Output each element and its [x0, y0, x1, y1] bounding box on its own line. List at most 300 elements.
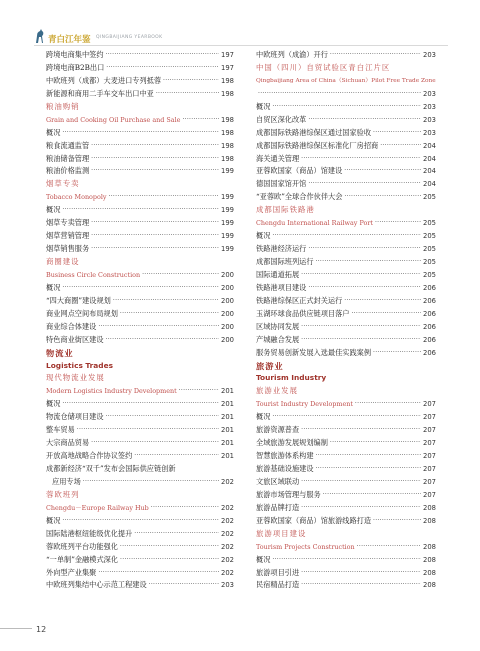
dot-leader — [142, 269, 219, 282]
entry-title: Chengdu International Railway Port — [256, 219, 373, 228]
entry-title: 概况 — [256, 554, 271, 564]
toc-entry[interactable] — [256, 437, 436, 450]
toc-entry[interactable] — [46, 204, 234, 217]
dot-leader — [134, 450, 219, 463]
entry-title: “一单制”金融模式深化 — [46, 554, 119, 564]
entry-title: 中欧班列（成都）大麦进口专列抵蓉 — [46, 75, 162, 85]
page-ref: 207 — [423, 400, 436, 409]
toc-entry[interactable] — [46, 579, 234, 592]
dot-leader — [330, 49, 421, 62]
dot-leader — [308, 282, 421, 295]
page-ref: 205 — [423, 193, 436, 202]
toc-entry[interactable] — [46, 308, 234, 321]
entry-title: 跨境电商集中签约 — [46, 50, 104, 59]
toc-section-entry[interactable] — [46, 191, 234, 204]
dot-leader — [120, 554, 219, 567]
entry-title: 旅游项目引进 — [256, 567, 300, 577]
toc-entry[interactable] — [256, 153, 436, 166]
header-divider — [34, 45, 448, 46]
page-ref: 199 — [221, 167, 234, 176]
page-ref: 199 — [221, 219, 234, 228]
page-ref: 198 — [221, 141, 234, 150]
chapter-heading: 物流业 — [46, 347, 74, 358]
toc-entry[interactable] — [256, 114, 436, 127]
section-heading: 旅游项目建设 — [256, 528, 307, 538]
dot-leader — [301, 321, 421, 334]
dot-leader — [316, 463, 422, 476]
page-ref: 202 — [221, 503, 234, 512]
page-ref: 204 — [423, 180, 436, 189]
page-ref: 197 — [221, 63, 234, 72]
entry-title: 烟草销售服务 — [46, 244, 90, 254]
toc-entry[interactable] — [46, 230, 234, 243]
entry-title: 国际通道拓展 — [256, 269, 300, 279]
page-ref: 208 — [423, 542, 436, 551]
page-ref: 207 — [423, 452, 436, 461]
entry-title: 蓉欧班列平台功能强化 — [46, 541, 118, 551]
page-ref: 206 — [423, 322, 436, 331]
entry-title: 新能源和商用二手车交车出口中亚 — [46, 88, 154, 98]
page-ref: 198 — [221, 89, 234, 98]
toc-entry[interactable] — [256, 567, 436, 580]
dot-leader — [62, 515, 219, 528]
entry-title: Modern Logistics Industry Development — [46, 387, 177, 396]
toc-entry[interactable] — [256, 165, 436, 178]
page-ref: 199 — [221, 206, 234, 215]
page-ref: 203 — [423, 102, 436, 111]
entry-title: 亚蓉欧国家（商品）馆建设 — [256, 166, 343, 176]
toc-entry-line[interactable] — [46, 463, 234, 476]
page-ref: 203 — [221, 581, 234, 590]
toc-entry[interactable] — [46, 554, 234, 567]
toc-entry[interactable] — [46, 127, 234, 140]
entry-title: 铁路港综保区正式封关运行 — [256, 295, 343, 305]
toc-entry[interactable] — [46, 450, 234, 463]
toc-entry[interactable] — [46, 567, 234, 580]
entry-title: 概况 — [46, 515, 61, 525]
entry-title: 特色商业街区建设 — [46, 334, 104, 344]
chapter-heading-en: Logistics Trades — [46, 360, 113, 370]
dot-leader — [373, 127, 421, 140]
dot-leader — [272, 230, 421, 243]
section-heading: 成都国际铁路港 — [256, 205, 315, 215]
page-number: 12 — [36, 625, 47, 634]
toc-left-column — [46, 49, 234, 592]
page-ref: 205 — [423, 245, 436, 254]
section-heading: 商圈建设 — [46, 257, 80, 266]
chapter-heading: 旅游业 — [256, 360, 284, 371]
toc-section-entry[interactable] — [256, 541, 436, 554]
toc-entry[interactable] — [256, 49, 436, 62]
page-ref: 202 — [221, 529, 234, 538]
dot-leader — [373, 515, 421, 528]
entry-title: 文旅区域联动 — [256, 476, 300, 486]
dot-leader — [308, 243, 421, 256]
entry-title: 烟草营销管理 — [46, 231, 90, 241]
toc-entry[interactable] — [256, 450, 436, 463]
toc-entry[interactable] — [46, 243, 234, 256]
entry-title: 粮油价格监测 — [46, 166, 90, 176]
toc-entry[interactable] — [46, 398, 234, 411]
dot-leader — [301, 502, 421, 515]
page-ref: 206 — [423, 335, 436, 344]
page-ref: 204 — [423, 167, 436, 176]
toc-entry[interactable] — [256, 463, 436, 476]
dot-leader — [98, 567, 219, 580]
page-ref: 203 — [423, 89, 436, 98]
toc-entry[interactable] — [256, 334, 436, 347]
page-ref: 200 — [221, 309, 234, 318]
page-ref: 202 — [221, 555, 234, 564]
toc-section-entry[interactable] — [46, 502, 234, 515]
page-ref: 202 — [221, 542, 234, 551]
dot-leader — [316, 256, 422, 269]
dot-leader — [98, 321, 219, 334]
dot-leader — [344, 165, 421, 178]
toc-entry[interactable] — [256, 489, 436, 502]
dot-leader — [113, 295, 219, 308]
page-ref: 208 — [423, 555, 436, 564]
entry-title: 商业综合体建设 — [46, 321, 97, 331]
toc-entry[interactable] — [46, 153, 234, 166]
page-ref: 208 — [423, 516, 436, 525]
toc-entry[interactable] — [256, 579, 436, 592]
dot-leader — [301, 476, 421, 489]
page-ref: 202 — [221, 568, 234, 577]
entry-title: 大宗商品贸易 — [46, 438, 90, 448]
dot-leader — [272, 101, 421, 114]
toc-entry[interactable] — [46, 282, 234, 295]
entry-title: 粮油储备管理 — [46, 153, 90, 163]
page-ref: 201 — [221, 413, 234, 422]
dot-leader — [330, 437, 421, 450]
entry-title: 成都国际班列运行 — [256, 257, 314, 266]
toc-entry[interactable] — [46, 165, 234, 178]
toc-entry[interactable] — [256, 411, 436, 424]
toc-entry[interactable] — [256, 502, 436, 515]
page-ref: 207 — [423, 465, 436, 473]
entry-title: 概况 — [46, 127, 61, 137]
dot-leader — [151, 502, 219, 515]
dot-leader — [91, 165, 219, 178]
page-ref: 205 — [423, 270, 436, 279]
entry-title: 玉湖环球食品供应链项目落户 — [256, 308, 350, 318]
page-ref: 208 — [423, 581, 436, 590]
entry-title: 概况 — [256, 412, 271, 422]
entry-title: 成都新经济“双千”发布会国际供应链创新 — [46, 464, 176, 473]
page-ref: 207 — [423, 490, 436, 499]
entry-title: 外向型产业集聚 — [46, 567, 97, 577]
page-ref: 208 — [423, 568, 436, 577]
entry-title: 德国国家馆开馆 — [256, 179, 307, 189]
dot-leader — [62, 204, 219, 217]
section-heading-en: Qingbaijiang Area of China（Sichuan）Pilot Free Trade Zone — [256, 77, 436, 84]
page-ref: 201 — [221, 387, 234, 396]
page-ref: 203 — [423, 128, 436, 137]
entry-title: 旅游资源普查 — [256, 425, 300, 435]
entry-title: “四大商圈”建设规划 — [46, 295, 111, 305]
page-ref: 205 — [423, 219, 436, 228]
entry-title: 物流仓储项目建设 — [46, 412, 104, 422]
entry-title: Tobacco Monopoly — [46, 193, 107, 202]
toc-entry[interactable] — [46, 75, 234, 88]
entry-title: 商业网点空间布局规划 — [46, 308, 118, 318]
dot-leader — [301, 424, 421, 437]
dot-leader — [62, 282, 219, 295]
entry-title: 自贸区深化改革 — [256, 114, 307, 124]
toc-entry[interactable] — [46, 541, 234, 554]
dot-leader — [106, 62, 219, 75]
toc-entry[interactable] — [256, 178, 436, 191]
section-heading: 中国（四川）自贸试验区青白江片区 — [256, 62, 391, 72]
entry-title: 区域协同发展 — [256, 321, 300, 331]
dot-leader — [316, 450, 422, 463]
page-ref: 200 — [221, 322, 234, 331]
toc-entry[interactable] — [46, 295, 234, 308]
page-ref: 200 — [221, 283, 234, 292]
toc-section-entry[interactable] — [46, 269, 234, 282]
dot-leader — [91, 243, 219, 256]
toc-section-entry[interactable] — [256, 217, 436, 230]
toc-entry[interactable] — [46, 321, 234, 334]
toc-entry[interactable] — [256, 308, 436, 321]
dot-leader — [156, 88, 219, 101]
dot-leader — [62, 127, 219, 140]
dot-leader — [357, 541, 421, 554]
toc-entry[interactable] — [256, 347, 436, 360]
section-heading: 现代物流业发展 — [46, 373, 105, 383]
page-ref: 207 — [423, 413, 436, 422]
dot-leader — [373, 347, 421, 360]
page-header — [0, 0, 480, 46]
entry-title: 亚蓉欧国家（商品）馆旅游线路打造 — [256, 515, 372, 525]
dot-leader — [258, 88, 421, 101]
entry-title: 旅游基础设施建设 — [256, 464, 314, 473]
entry-title: 应用专场 — [52, 476, 81, 486]
toc-entry[interactable] — [256, 140, 436, 153]
page-ref: 207 — [423, 439, 436, 448]
entry-title: Chengdu－Europe Railway Hub — [46, 503, 149, 512]
dot-leader — [355, 398, 421, 411]
dot-leader — [323, 489, 421, 502]
dot-leader — [83, 476, 219, 489]
entry-title: 成都国际铁路港综保区标准化厂房招商 — [256, 140, 379, 150]
dot-leader — [272, 411, 421, 424]
toc-entry[interactable] — [256, 282, 436, 295]
page-ref: 200 — [221, 296, 234, 305]
dot-leader — [163, 75, 219, 88]
toc-entry[interactable] — [46, 217, 234, 230]
section-heading: 粮油购销 — [46, 101, 80, 111]
dot-leader — [344, 191, 421, 204]
dot-leader — [120, 541, 219, 554]
page-ref: 198 — [221, 128, 234, 137]
entry-title: 概况 — [46, 282, 61, 292]
chapter-heading-en: Tourism Industry — [256, 373, 327, 383]
dot-leader — [109, 191, 220, 204]
entry-title: “亚蓉欧”全球合作伙伴大会 — [256, 192, 343, 202]
page-ref: 201 — [221, 452, 234, 461]
page-ref: 206 — [423, 348, 436, 357]
entry-title: 旅游品牌打造 — [256, 502, 300, 512]
dot-leader — [301, 153, 421, 166]
entry-title: 中欧班列（成渝）开行 — [256, 50, 328, 59]
page-ref: 198 — [221, 76, 234, 85]
entry-title: 铁路港项目建设 — [256, 282, 307, 292]
dot-leader — [106, 49, 220, 62]
toc-entry[interactable] — [256, 256, 436, 269]
dot-leader — [308, 178, 421, 191]
dot-leader — [301, 579, 421, 592]
entry-title: 成都国际铁路港综保区通过国家验收 — [256, 127, 372, 137]
entry-title: 国际陆港枢纽能级优化提升 — [46, 528, 133, 538]
dot-leader — [179, 385, 219, 398]
toc-entry[interactable] — [256, 321, 436, 334]
dot-leader — [120, 308, 219, 321]
dot-leader — [351, 308, 421, 321]
toc-section-entry[interactable] — [46, 385, 234, 398]
toc-entry[interactable] — [256, 269, 436, 282]
entry-title: 开放高地战略合作协议签约 — [46, 451, 133, 461]
page-ref: 205 — [423, 232, 436, 241]
page-ref: 198 — [221, 115, 234, 124]
toc-entry[interactable] — [46, 88, 234, 101]
toc-entry[interactable] — [256, 230, 436, 243]
section-heading: 烟草专卖 — [46, 179, 80, 189]
dot-leader — [77, 424, 219, 437]
section-heading: 旅游业发展 — [256, 386, 298, 396]
footer-divider — [0, 628, 32, 629]
toc-entry[interactable] — [46, 334, 234, 347]
toc-entry[interactable] — [46, 528, 234, 541]
page-ref: 197 — [221, 51, 234, 59]
toc-entry[interactable] — [256, 243, 436, 256]
section-heading: 蓉欧班列 — [46, 489, 80, 499]
entry-title: 服务贸易创新发展入选最佳实践案例 — [256, 347, 372, 357]
entry-title: Tourism Projects Construction — [256, 542, 355, 551]
dot-leader — [91, 230, 219, 243]
horse-logo-icon — [34, 28, 46, 44]
toc-entry[interactable] — [256, 515, 436, 528]
entry-title: 粮食流通监管 — [46, 140, 90, 150]
toc-entry[interactable] — [46, 140, 234, 153]
page-ref: 203 — [423, 51, 436, 59]
page-ref: 207 — [423, 477, 436, 486]
dot-leader — [272, 554, 421, 567]
entry-title: 概况 — [46, 399, 61, 409]
page-ref: 205 — [423, 258, 436, 266]
entry-title: 全域旅游发展规划编制 — [256, 438, 328, 448]
toc-entry[interactable] — [46, 437, 234, 450]
dot-leader — [301, 567, 421, 580]
page-ref: 200 — [221, 335, 234, 344]
page-ref: 201 — [221, 400, 234, 409]
dot-leader — [91, 153, 219, 166]
dot-leader — [149, 579, 219, 592]
toc-entry[interactable] — [256, 424, 436, 437]
entry-title: 产城融合发展 — [256, 334, 300, 344]
page-ref: 208 — [423, 503, 436, 512]
entry-title: 旅游市场管理与服务 — [256, 489, 321, 499]
page-ref: 204 — [423, 154, 436, 163]
page-ref: 204 — [423, 141, 436, 150]
toc-entry[interactable] — [256, 88, 436, 101]
page-ref: 201 — [221, 426, 234, 435]
yearbook-subtitle: QINGBAIJIANG YEARBOOK — [96, 35, 163, 40]
dot-leader — [301, 334, 421, 347]
dot-leader — [380, 140, 421, 153]
dot-leader — [106, 334, 220, 347]
dot-leader — [106, 411, 220, 424]
entry-title: Tourist Industry Development — [256, 400, 353, 409]
page-ref: 203 — [423, 115, 436, 124]
dot-leader — [308, 114, 421, 127]
entry-title: 中欧班列集结中心示范工程建设 — [46, 580, 147, 590]
entry-title: 民宿精品打造 — [256, 580, 300, 590]
toc-right-column — [256, 49, 436, 592]
entry-title: 海关通关管理 — [256, 153, 300, 163]
page-ref: 207 — [423, 426, 436, 435]
page-ref: 199 — [221, 245, 234, 254]
toc-entry[interactable] — [256, 554, 436, 567]
dot-leader — [91, 437, 219, 450]
toc-section-entry[interactable] — [46, 114, 234, 127]
page-ref: 202 — [221, 516, 234, 525]
toc-entry[interactable] — [256, 295, 436, 308]
page-ref: 206 — [423, 296, 436, 305]
dot-leader — [301, 269, 421, 282]
entry-title: 烟草专卖管理 — [46, 218, 90, 228]
toc-entry[interactable] — [46, 515, 234, 528]
toc-entry[interactable] — [256, 191, 436, 204]
toc-entry[interactable] — [256, 127, 436, 140]
entry-title: 整车贸易 — [46, 425, 75, 435]
yearbook-title: 青白江年鉴 — [48, 35, 91, 45]
toc-section-entry[interactable] — [256, 398, 436, 411]
page-ref: 201 — [221, 439, 234, 448]
entry-title: 跨境电商B2B出口 — [46, 62, 105, 72]
page-ref: 206 — [423, 309, 436, 318]
dot-leader — [91, 140, 219, 153]
page-ref: 199 — [221, 193, 234, 202]
entry-title: 概况 — [256, 231, 271, 241]
toc-entry[interactable] — [46, 411, 234, 424]
page-ref: 206 — [423, 283, 436, 292]
page-ref: 199 — [221, 232, 234, 241]
toc-entry[interactable] — [256, 476, 436, 489]
toc-entry[interactable] — [46, 49, 234, 62]
toc-entry[interactable] — [46, 62, 234, 75]
dot-leader — [182, 114, 219, 127]
page-ref: 200 — [221, 270, 234, 279]
entry-title: 铁路港经济运行 — [256, 244, 307, 254]
entry-title: Business Circle Construction — [46, 270, 141, 279]
dot-leader — [91, 217, 219, 230]
toc-entry[interactable] — [256, 101, 436, 114]
entry-title: Grain and Cooking Oil Purchase and Sale — [46, 115, 181, 124]
page-ref: 202 — [221, 477, 234, 486]
dot-leader — [134, 528, 219, 541]
entry-title: 智慧旅游体系构建 — [256, 451, 314, 461]
entry-title: 概况 — [46, 205, 61, 215]
toc-entry[interactable] — [46, 424, 234, 437]
dot-leader — [375, 217, 421, 230]
dot-leader — [62, 398, 219, 411]
entry-title: 概况 — [256, 101, 271, 111]
toc-entry[interactable] — [46, 476, 234, 489]
page-ref: 198 — [221, 154, 234, 163]
dot-leader — [344, 295, 421, 308]
